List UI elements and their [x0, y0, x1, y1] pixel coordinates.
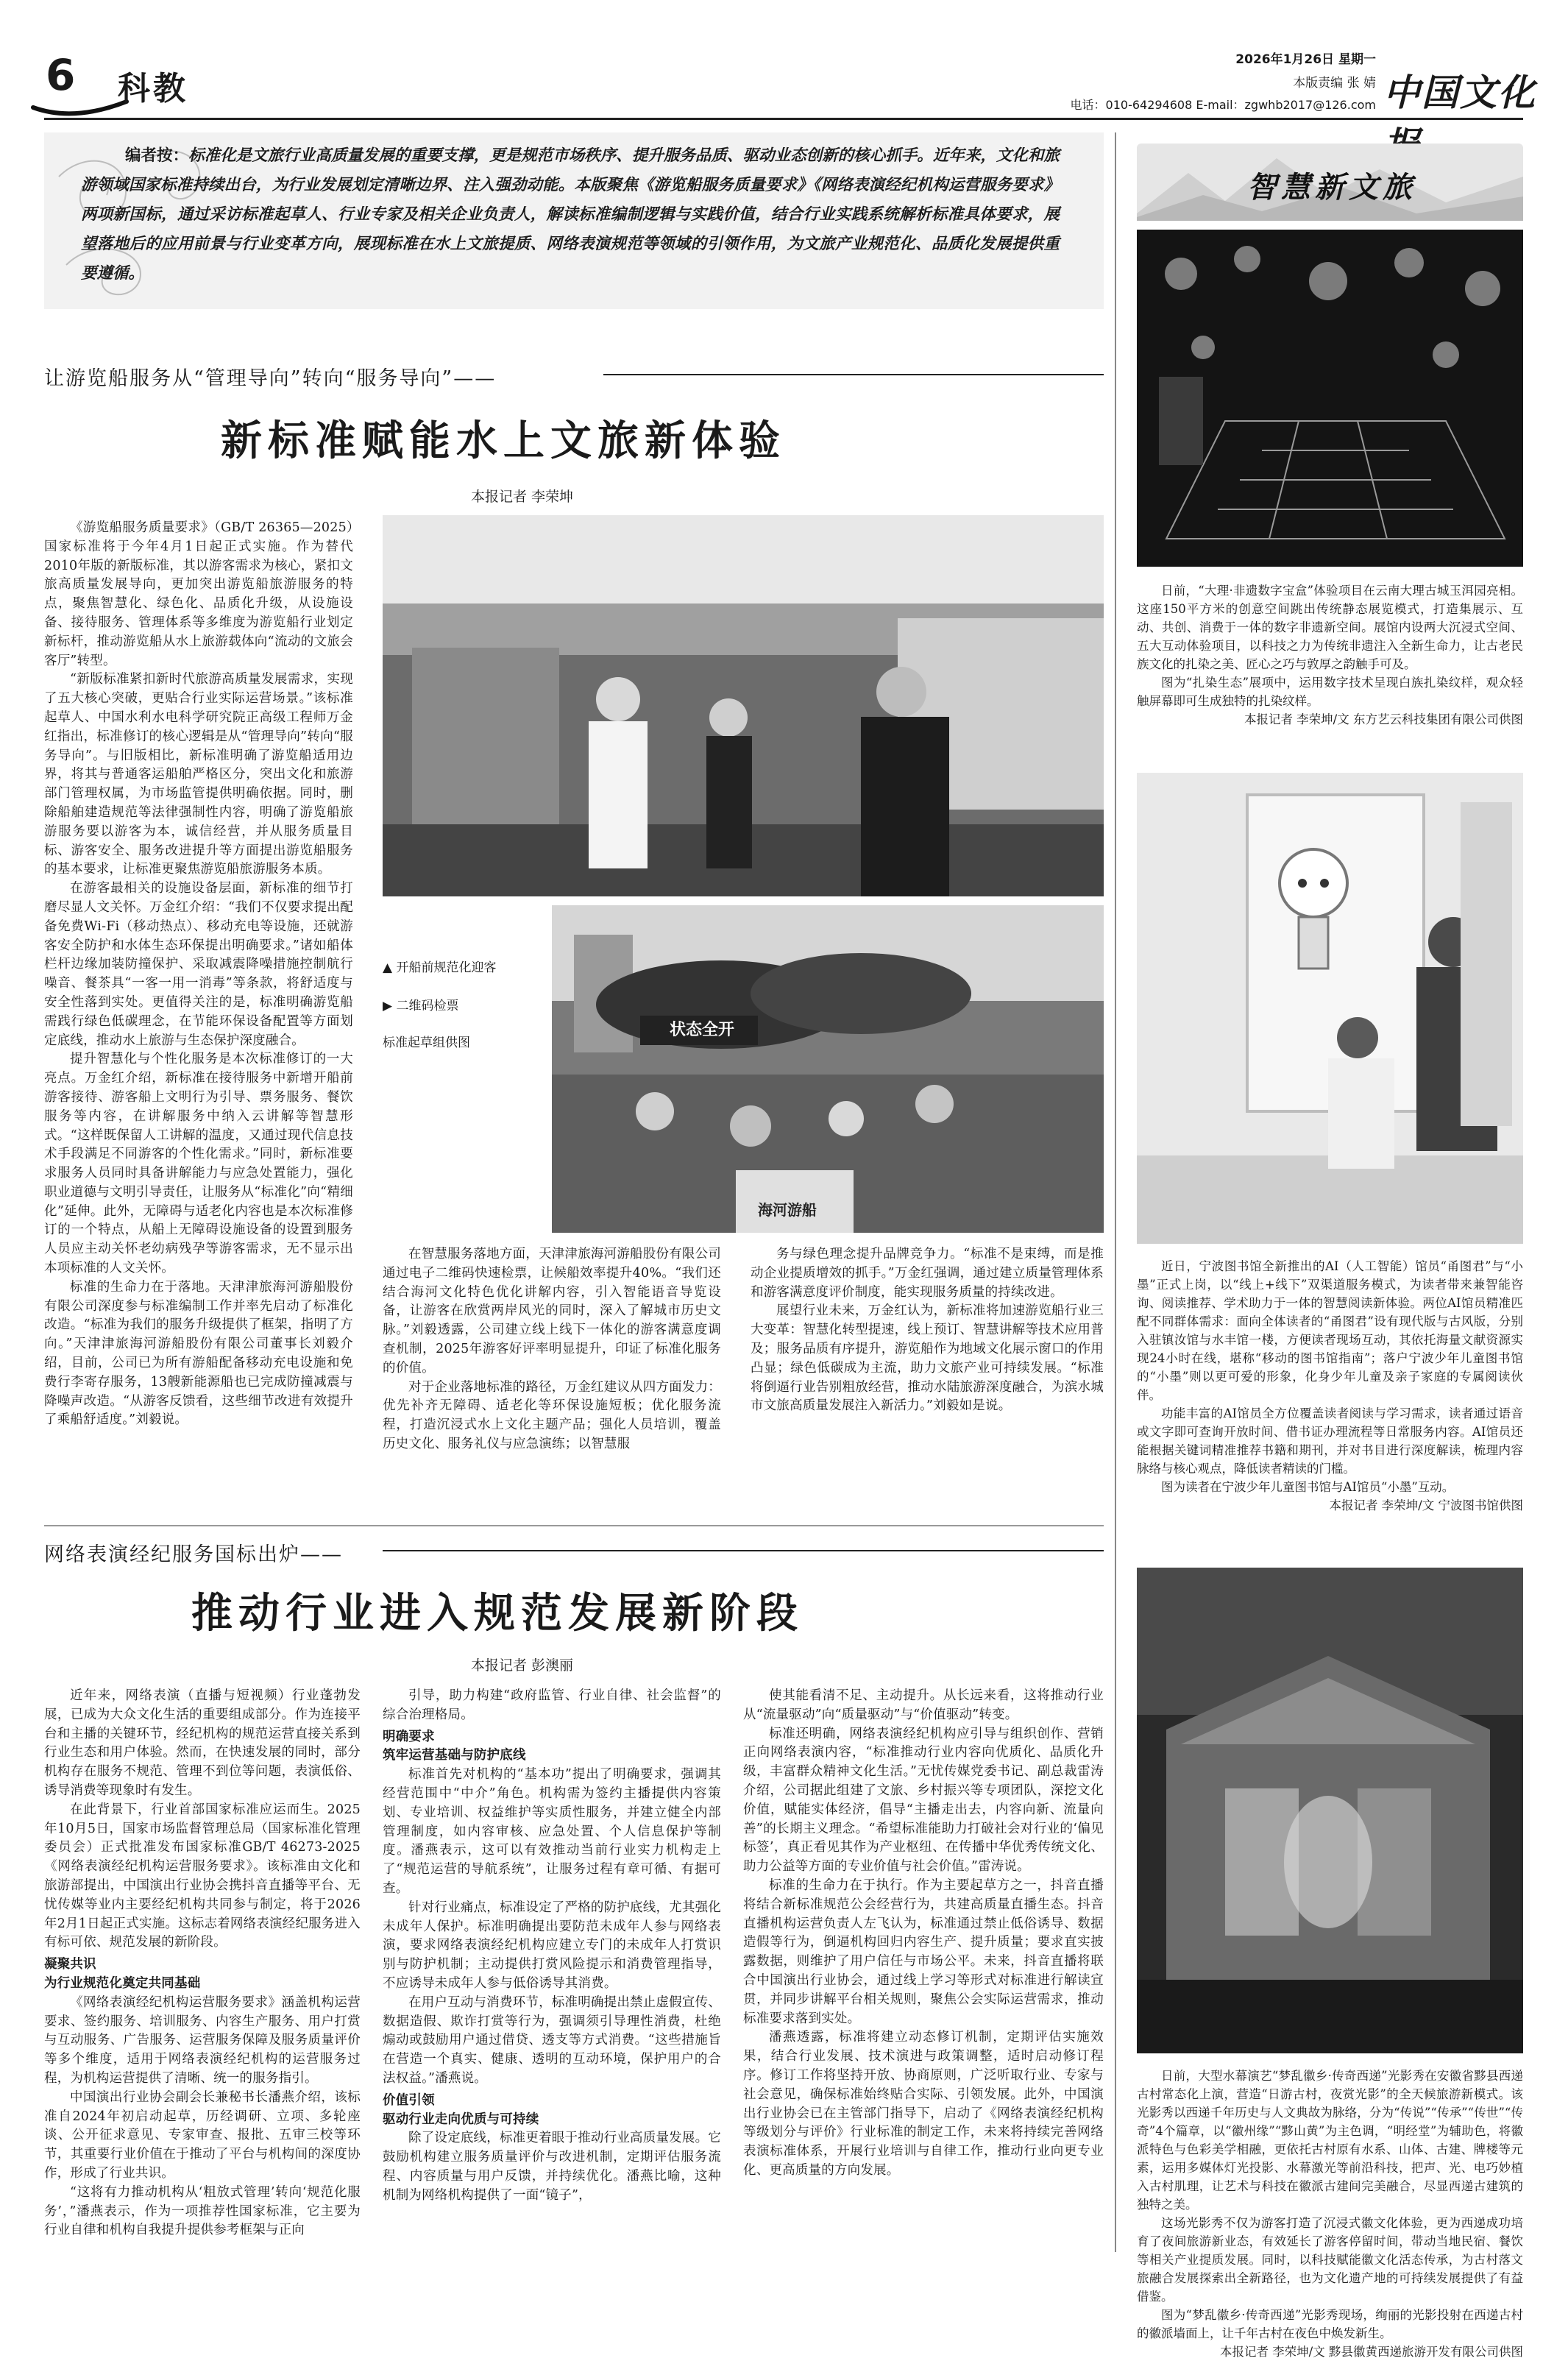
photo-crew-greeting-art	[383, 515, 1104, 896]
sidebar-caption-2: 近日，宁波图书馆全新推出的AI（人工智能）馆员“甬图君”与“小墨”正式上岗，以“线上+线下”双渠道服务模式，为读者带来兼智能咨询、阅读推荐、学术助力于一体的智慧阅读新体验。两位AI馆员精准匹配不同群体需求：面向全体读者的“甬图君”设有现代版与古风版，分别入驻镇汝馆与水丰馆一楼，方便读者现场互动，其依托海量文献资源实现24小时在线，堪称“移动的图书馆指南”；落户宁波少年儿童图书馆的“小墨”则以更可爱的形象，化身少年儿童及亲子家庭的专属阅读伙伴。 功能丰富的AI馆员全方位覆盖读者阅读与学习需求，读者通过语音或文字即可查询开放时间、借书证办理流程等日常服务内容。AI馆员还能根据关键词精准推荐书籍和期刊，并对书目进行深度解读，梳理内容脉络与核心观点，降低读者精读的门槛。 图为读者在宁波少年儿童图书馆与AI馆员“小墨”互动。 本报记者 李荣坤/文 宁波图书馆供图	[1137, 1257, 1523, 1566]
photo-sign-boat: 海河游船	[758, 1201, 817, 1219]
photo-caption-block	[383, 957, 541, 1054]
article1-byline: 本报记者 李荣坤	[471, 489, 574, 505]
article2-kicker-rule	[383, 1550, 1104, 1551]
photo-ticket-check	[552, 905, 1104, 1233]
sidebar-caption-3: 日前，大型水幕演艺“梦乱徽乡·传奇西递”光影秀在安徽省黟县西递古村常态化上演，营造“日游古村，夜赏光影”的全天候旅游新模式。该光影秀以西递千年历史与人文典故为脉络，分为“传说”“传承”“传世”“传奇”4个篇章，以“徽州缘”“黟山黄”为主色调，“明经堂”为辅助色，将徽派特色与色彩美学相融，更依托古村原有水系、山体、古建、牌楼等元素，运用多媒体灯光投影、水幕激光等前沿科技，把声、光、电巧妙植入古村肌理，让艺术与科技在徽派古建间完美融合，尽显西递古建筑的独特之美。 这场光影秀不仅为游客打造了沉浸式徽文化体验，更为西递成功培育了夜间旅游新业态，有效延长了游客停留时间，带动当地民宿、餐饮等相关产业提质发展。同时，以科技赋能徽文化活态传承，为古村落文旅融合发展探索出全新路径，也为文化遗产地的可持续发展提供了有益借鉴。 图为“梦乱徽乡·传奇西递”光影秀现场，绚丽的光影投射在西递古村的徽派墙面上，让千年古村在夜色中焕发新生。 本报记者 李荣坤/文 黟县徽黄西递旅游开发有限公司供图	[1137, 2067, 1523, 2287]
editor-note-body	[81, 141, 1060, 289]
subhead-value: 驱动行业走向优质与可持续	[383, 2112, 539, 2127]
photo-caption-2: ▶ 二维码检票	[383, 999, 459, 1013]
article2-kicker: 网络表演经纪服务国标出炉——	[44, 1543, 343, 1566]
photo-crew-greeting	[383, 515, 1104, 896]
editor-line: 本版责编 张 婧	[1293, 76, 1376, 91]
subhead-requirements: 筑牢运营基础与防护底线	[383, 1748, 526, 1763]
sidebar-photo-digital-heritage-art	[1137, 230, 1523, 567]
subhead-value-main: 价值引领	[383, 2092, 435, 2108]
contact-line: 电话：010-64294608 E-mail：zgwhb2017@126.com	[1070, 98, 1376, 112]
photo-credit: 标准起草组供图	[383, 1036, 470, 1050]
page-number-swoosh	[29, 91, 132, 121]
article-separator	[44, 1525, 1104, 1526]
subhead-requirements-main: 明确要求	[383, 1729, 435, 1744]
masthead	[0, 0, 1568, 132]
page-number: 6	[46, 50, 76, 100]
article2-column-3: 使其能看清不足、主动提升。从长远来看，这将推动行业从“流量驱动”向“质量驱动”与“价值驱动”转变。 标准还明确，网络表演经纪机构应引导与组织创作、营销正向网络表演内容，“标准推动行业内容向优质化、品质化升级，丰富群众精神文化生活。”无忧传媒党委书记、副总裁雷涛介绍，公司据此组建了文旅、乡村振兴等专项团队，深挖文化价值，赋能实体经济，倡导“主播走出去，内容向新、流量向善”的长期主义理念。“希望标准能助力打破社会对行业的‘偏见标签’，真正看见其作为产业枢纽、在传播中华优秀传统文化、助力公益等方面的专业价值与社会价值。”雷涛说。 标准的生命力在于执行。作为主要起草方之一，抖音直播将结合新标准规范公会经营行为，共建高质量直播生态。抖音直播机构运营负责人左飞认为，标准通过禁止低俗诱导、数据造假等行为，倒逼机构回归内容生产、提升质量；要求直实披露数据，则维护了用户信任与市场公平。未来，抖音直播将联合中国演出行业协会，通过线上学习等形式对标准进行解读宣贯，并同步讲解平台相关规则，聚焦公会实际运营需求，推动标准要求落到实处。 潘燕透露，标准将建立动态修订机制，定期评估实施效果，结合行业发展、技术演进与政策调整，适时启动修订程序。修订工作将坚持开放、协商原则，广泛听取行业、专家与社会意见，确保标准始终贴合实际、引领发展。此外，中国演出行业协会已在主管部门指导下，启动了《网络表演经纪机构等级划分与评价》行业标准的制定工作，未来将持续完善网络表演标准体系，开展行业培训与自律工作，推动行业向更专业化、更高质量的方向发展。	[743, 1688, 1104, 2178]
paper-name: 中国文化	[1383, 71, 1536, 114]
sidebar-caption-1: 日前，“大理·非遗数字宝盒”体验项目在云南大理古城玉洱园亮相。这座150平方米的创意空间跳出传统静态展览模式，打造集展示、互动、共创、消费于一体的数字非遗新空间。展馆内设两大沉浸式空间、五大互动体验项目，以科技之力为传统非遗注入全新生命力，让古老民族文化的扎染之美、匠心之巧与敦厚之韵触手可及。 图为“扎染生态”展项中，运用数字技术呈现白族扎染纹样，观众轻触屏幕即可生成独特的扎染纹样。 本报记者 李荣坤/文 东方艺云科技集团有限公司供图	[1137, 581, 1523, 765]
article1-column-3: 务与绿色理念提升品牌竞争力。“标准不是束缚，而是推动企业提质增效的抓手。”万金红强调，通过建立质量管理体系和游客满意度评价制度，能实现服务质量的持续改进。 展望行业未来，万金红认为，新标准将加速游览船行业三大变革：智慧化转型提速，线上预订、智慧讲解等技术应用普及；服务品质有序提升，游览船作为地域文化展示窗口的作用凸显；绿色低碳成为主流，助力文旅产业可持续发展。“标准将倒逼行业告别粗放经营，推动水陆旅游深度融合，为滨水城市文旅高质量发展注入新活力。”刘毅如是说。	[751, 1247, 1104, 1414]
sidebar-photo-light-show-art	[1137, 1568, 1523, 2053]
photo-caption-1: ▲ 开船前规范化迎客	[383, 960, 497, 975]
article2-column-2: 引导，助力构建“政府监管、行业自律、社会监督”的综合治理格局。 明确要求 筑牢运营基础与防护底线 标准首先对机构的“基本功”提出了明确要求，强调其经营范围中“中介”角色。机构需为签约主播提供内容策划、专业培训、权益维护等实质性服务，并建立健全内部管理制度，如内容审核、应急处置、个人信息保护等制度。潘燕表示，这可以有效推动当前行业实力机构走上了“规范运营的导航系统”，让服务过程有章可循、有据可查。 针对行业痛点，标准设定了严格的防护底线，尤其强化未成年人保护。标准明确提出要防范未成年人参与网络表演，要求网络表演经纪机构应建立专门的未成年人打赏识别与防护机制；主动提供打赏风险提示和消费管理指导，不应诱导未成年人参与低俗诱导其消费。 在用户互动与消费环节，标准明确提出禁止虚假宣传、数据造假、欺诈打赏等行为，强调须引导理性消费，杜绝煽动或鼓励用户通过借贷、透支等方式消费。“这些措施旨在营造一个真实、健康、透明的互动环境，保护用户的合法权益。”潘燕说。 价值引领 驱动行业走向优质与可持续 除了设定底线，标准更着眼于推动行业高质量发展。它鼓励机构建立服务质量评价与改进机制，定期评估服务流程、内容质量与用户反馈，并持续优化。潘燕比喻，这种机制为网络机构提供了一面“镜子”，	[383, 1688, 721, 2203]
article2-headline: 推动行业进入规范发展新阶段	[191, 1589, 803, 1638]
date-line: 2026年1月26日 星期一	[1235, 52, 1376, 67]
section-title: 科教	[118, 70, 188, 107]
sidebar-divider	[1115, 132, 1116, 2252]
article1-headline: 新标准赋能水上文旅新体验	[221, 417, 786, 465]
sidebar-photo-digital-heritage	[1137, 230, 1523, 567]
subhead-consensus: 为行业规范化奠定共同基础	[44, 1975, 201, 1991]
article1-column-1: 《游览船服务质量要求》（GB/T 26365—2025）国家标准将于今年4月1日起正式实施。作为替代2010年版的新版标准，其以游客需求为核心，紧扣文旅高质量发展导向，更加突出游览船旅游服务的特点，聚焦智慧化、绿色化、品质化升级，从设施设备、接待服务、管理体系等多维度为游览船行业划定新标杆，推动游览船从水上旅游载体向“流动的文旅会客厅”转型。 “新版标准紧扣新时代旅游高质量发展需求，实现了五大核心突破，更贴合行业实际运营场景。”该标准起草人、中国水利水电科学研究院正高级工程师万金红指出，标准修订的核心逻辑是从“管理导向”转向“服务导向”。与旧版相比，新标准明确了游览船适用边界，将其与普通客运船舶严格区分，突出文化和旅游部门管理权属，为市场监管提供明确依据。同时，删除船舶建造规范等法律强制性内容，明确了游览船旅游服务要以游客为本，诚信经营，并从服务质量目标、游客安全、服务改进提升等方面提出游览船服务的基本要求，让标准更聚焦游览船旅游服务本质。 在游客最相关的设施设备层面，新标准的细节打磨尽显人文关怀。万金红介绍：“我们不仅要求提出配备免费Wi-Fi（移动热点）、移动充电等设施，还就游客安全防护和水体生态环保提出明确要求。”诸如船体栏杆边缘加装防撞保护、采取减震降噪措施控制航行噪音、餐茶具“一客一用一消毒”等条款，将舒适度与安全性落到实处。更值得关注的是，标准明确游览船需践行绿色低碳理念，在节能环保设备配置等方面划定底线，推动水上旅游与生态保护深度融合。 提升智慧化与个性化服务是本次标准修订的一大亮点。万金红介绍，新标准在接待服务中新增开船前游客接待、游客船上文明行为引导、票务服务、餐饮服务等内容，在讲解服务中纳入云讲解等智慧形式。“这样既保留人工讲解的温度，又通过现代信息技术手段满足不同游客的个性化需求。”同时，新标准要求服务人员同时具备讲解能力与应急处置能力，强化职业道德与文明引导责任，让服务从“标准化”向“精细化”延伸。此外，无障碍与适老化内容也是本次标准修订的一个特点，从船上无障碍设施设备的设置到服务人员应主动关怀老幼病残孕等游客需求，无不显示出本项标准的人文关怀。 标准的生命力在于落地。天津津旅海河游船股份有限公司深度参与标准编制工作并率先启动了标准化改造。“标准为我们的服务升级提供了框架，指明了方向。”天津津旅海河游船股份有限公司董事长刘毅介绍，目前，公司已为所有游船配备移动充电设施和免费行李寄存服务，13艘新能源船也已完成防撞减震与降噪声改造。“从游客反馈看，这些细节改进有效提升了乘船舒适度。”刘毅说。	[44, 520, 353, 1428]
article1-column-2: 在智慧服务落地方面，天津津旅海河游船股份有限公司通过电子二维码快速检票，让候船效率提升40%。“我们还结合海河文化特色优化讲解内容，引入智能语音导览设备，让游客在欣赏两岸风光的同时，深入了解城市历史文脉。”刘毅透露，公司建立线上线下一体化的游客满意度调查机制，2025年游客好评率明显提升，印证了标准化服务的价值。 对于企业落地标准的路径，万金红建议从四方面发力：优先补齐无障碍、适老化等环保设施短板；优化服务流程，打造沉浸式水上文化主题产品；强化人员培训，覆盖历史文化、服务礼仪与应急演练；以智慧服	[383, 1247, 721, 1451]
sidebar-credit-2: 本报记者 李荣坤/文 宁波图书馆供图	[1329, 1498, 1523, 1512]
masthead-rule	[44, 118, 1523, 120]
editor-note-label: 编者按：	[125, 146, 189, 165]
article2-column-1: 近年来，网络表演（直播与短视频）行业蓬勃发展，已成为大众文化生活的重要组成部分。作为连接平台和主播的关键环节，经纪机构的规范运营直接关系到行业生态和用户体验。然而，在快速发展的同时，部分机构存在服务不规范、管理不到位等问题，表演低俗、诱导消费等现象时有发生。 在此背景下，行业首部国家标准应运而生。2025年10月5日，国家市场监督管理总局（国家标准化管理委员会）正式批准发布国家标准GB/T 46273-2025《网络表演经纪机构运营服务要求》。该标准由文化和旅游部提出，中国演出行业协会携抖音直播等平台、无忧传媒等业内主要经纪机构共同参与制定，将于2026年2月1日起正式实施。这标志着网络表演经纪服务进入有标可依、规范发展的新阶段。 凝聚共识 为行业规范化奠定共同基础 《网络表演经纪机构运营服务要求》涵盖机构运营要求、签约服务、培训服务、内容生产服务、用户打赏与互动服务、广告服务、运营服务保障及服务质量评价等多个维度，适用于网络表演经纪机构的运营服务过程，为机构运营提供了清晰、统一的服务指引。 中国演出行业协会副会长兼秘书长潘燕介绍，该标准自2024年初启动起草，历经调研、立项、多轮座谈、公开征求意见、专家审查、报批、五审三校等环节，其重要行业价值在于推动了平台与机构间的深度协作，形成了行业共识。 “这将有力推动机构从‘粗放式管理’转向‘规范化服务’，”潘燕表示，作为一项推荐性国家标准，它主要为行业自律和机构自我提升提供参考框架与正向	[44, 1688, 361, 2238]
subhead-consensus-main: 凝聚共识	[44, 1957, 96, 1972]
sidebar-banner-title: 智慧新文旅	[1247, 170, 1416, 205]
article1-kicker-rule	[603, 374, 1104, 375]
photo-sign-status: 状态全开	[670, 1021, 735, 1039]
sidebar-banner	[1137, 144, 1523, 221]
sidebar-photo-ai-librarian	[1137, 773, 1523, 1244]
sidebar-credit-1: 本报记者 李荣坤/文 东方艺云科技集团有限公司供图	[1244, 712, 1523, 726]
sidebar-photo-light-show	[1137, 1568, 1523, 2053]
photo-ticket-check-art	[552, 905, 1104, 1233]
article2-byline: 本报记者 彭澳丽	[471, 1657, 574, 1674]
article1-kicker: 让游览船服务从“管理导向”转向“服务导向”——	[44, 367, 497, 390]
editor-note-text: 标准化是文旅行业高质量发展的重要支撑，更是规范市场秩序、提升服务品质、驱动业态创新的核心抓手。近年来，文化和旅游领域国家标准持续出台，为行业发展划定清晰边界、注入强劲动能。本版聚焦《游览船服务质量要求》《网络表演经纪机构运营服务要求》两项新国标，通过采访标准起草人、行业专家及相关企业负责人，解读标准编制逻辑与实践价值，结合行业实践系统解析标准具体要求，展望落地后的应用前景与行业变革方向，展现标准在水上文旅提质、网络表演规范等领域的引领作用，为文旅产业规范化、品质化发展提供重要遵循。	[81, 146, 1060, 283]
sidebar-credit-3: 本报记者 李荣坤/文 黟县徽黄西递旅游开发有限公司供图	[1219, 2345, 1523, 2359]
sidebar-photo-ai-librarian-art	[1137, 773, 1523, 1244]
